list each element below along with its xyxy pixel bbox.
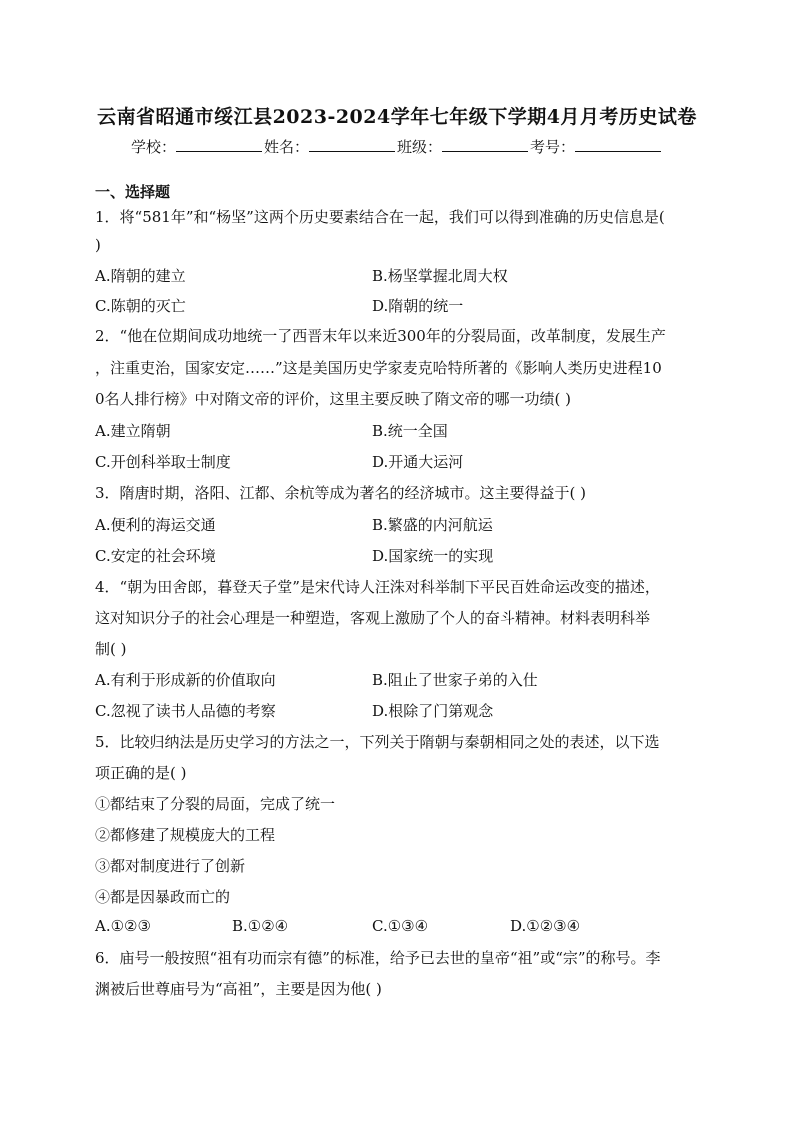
question-1-line-2: ) xyxy=(95,236,101,254)
name-blank xyxy=(309,137,395,152)
question-4-option-b: B.阻止了世家子弟的入仕 xyxy=(372,671,538,689)
question-2-line-2: ，注重吏治，国家安定……”这是美国历史学家麦克哈特所著的《影响人类历史进程10 xyxy=(95,359,662,377)
page-title: 云南省昭通市绥江县2023-2024学年七年级下学期4月月考历史试卷 xyxy=(97,106,697,128)
question-1-option-b: B.杨坚掌握北周大权 xyxy=(372,267,508,285)
question-3-option-b: B.繁盛的内河航运 xyxy=(372,516,493,534)
question-4-line-1: 4．“朝为田舍郎，暮登天子堂”是宋代诗人汪洙对科举制下平民百姓命运改变的描述， xyxy=(95,578,660,596)
question-2-line-3: 0名人排行榜》中对隋文帝的评价，这里主要反映了隋文帝的哪一功绩( ) xyxy=(95,390,572,408)
exam-no-blank xyxy=(575,137,661,152)
question-5-line-2: 项正确的是( ) xyxy=(95,764,187,782)
class-blank xyxy=(442,137,528,152)
question-6-line-1: 6．庙号一般按照“祖有功而宗有德”的标准，给予已去世的皇帝“祖”或“宗”的称号。李 xyxy=(95,949,661,967)
question-1-option-c: C.陈朝的灭亡 xyxy=(95,297,186,315)
question-2-option-d: D.开通大运河 xyxy=(372,453,464,471)
question-6-line-2: 渊被后世尊庙号为“高祖”，主要是因为他( ) xyxy=(95,980,382,998)
question-5-statement-3: ③都对制度进行了创新 xyxy=(95,857,246,875)
question-2-option-b: B.统一全国 xyxy=(372,422,448,440)
question-2-line-1: 2．“他在位期间成功地统一了西晋末年以来近300年的分裂局面，改革制度，发展生产 xyxy=(95,327,666,345)
question-5-option-a: A.①②③ xyxy=(95,917,151,935)
name-label: 姓名： xyxy=(263,138,309,156)
section-title: 一、选择题 xyxy=(95,183,171,201)
question-3-line-1: 3．隋唐时期，洛阳、江都、余杭等成为著名的经济城市。这主要得益于( ) xyxy=(95,484,587,502)
exam-no-label: 考号： xyxy=(530,138,576,156)
question-5-option-c: C.①③④ xyxy=(372,917,429,935)
student-info-row xyxy=(0,136,794,157)
question-5-option-d: D.①②③④ xyxy=(510,917,581,935)
question-2-option-c: C.开创科举取士制度 xyxy=(95,453,231,471)
question-5-statement-1: ①都结束了分裂的局面，完成了统一 xyxy=(95,795,336,813)
question-3-option-c: C.安定的社会环境 xyxy=(95,547,216,565)
question-5-line-1: 5．比较归纳法是历史学习的方法之一，下列关于隋朝与秦朝相同之处的表述，以下选 xyxy=(95,733,660,751)
question-2-option-a: A.建立隋朝 xyxy=(95,422,171,440)
class-label: 班级： xyxy=(397,138,443,156)
question-4-option-d: D.根除了门第观念 xyxy=(372,702,494,720)
question-4-option-c: C.忽视了读书人品德的考察 xyxy=(95,702,276,720)
question-4-line-3: 制( ) xyxy=(95,640,127,658)
question-4-option-a: A.有利于形成新的价值取向 xyxy=(95,671,276,689)
question-1-option-a: A.隋朝的建立 xyxy=(95,267,186,285)
question-5-statement-4: ④都是因暴政而亡的 xyxy=(95,888,231,906)
question-3-option-a: A.便利的海运交通 xyxy=(95,516,216,534)
question-1-option-d: D.隋朝的统一 xyxy=(372,297,464,315)
school-blank xyxy=(176,137,262,152)
question-5-statement-2: ②都修建了规模庞大的工程 xyxy=(95,826,276,844)
question-4-line-2: 这对知识分子的社会心理是一种塑造，客观上激励了个人的奋斗精神。材料表明科举 xyxy=(95,609,651,627)
school-label: 学校： xyxy=(130,138,176,156)
question-3-option-d: D.国家统一的实现 xyxy=(372,547,494,565)
question-1-line-1: 1．将“581年”和“杨坚”这两个历史要素结合在一起，我们可以得到准确的历史信息是( xyxy=(95,208,665,226)
question-5-option-b: B.①②④ xyxy=(232,917,289,935)
